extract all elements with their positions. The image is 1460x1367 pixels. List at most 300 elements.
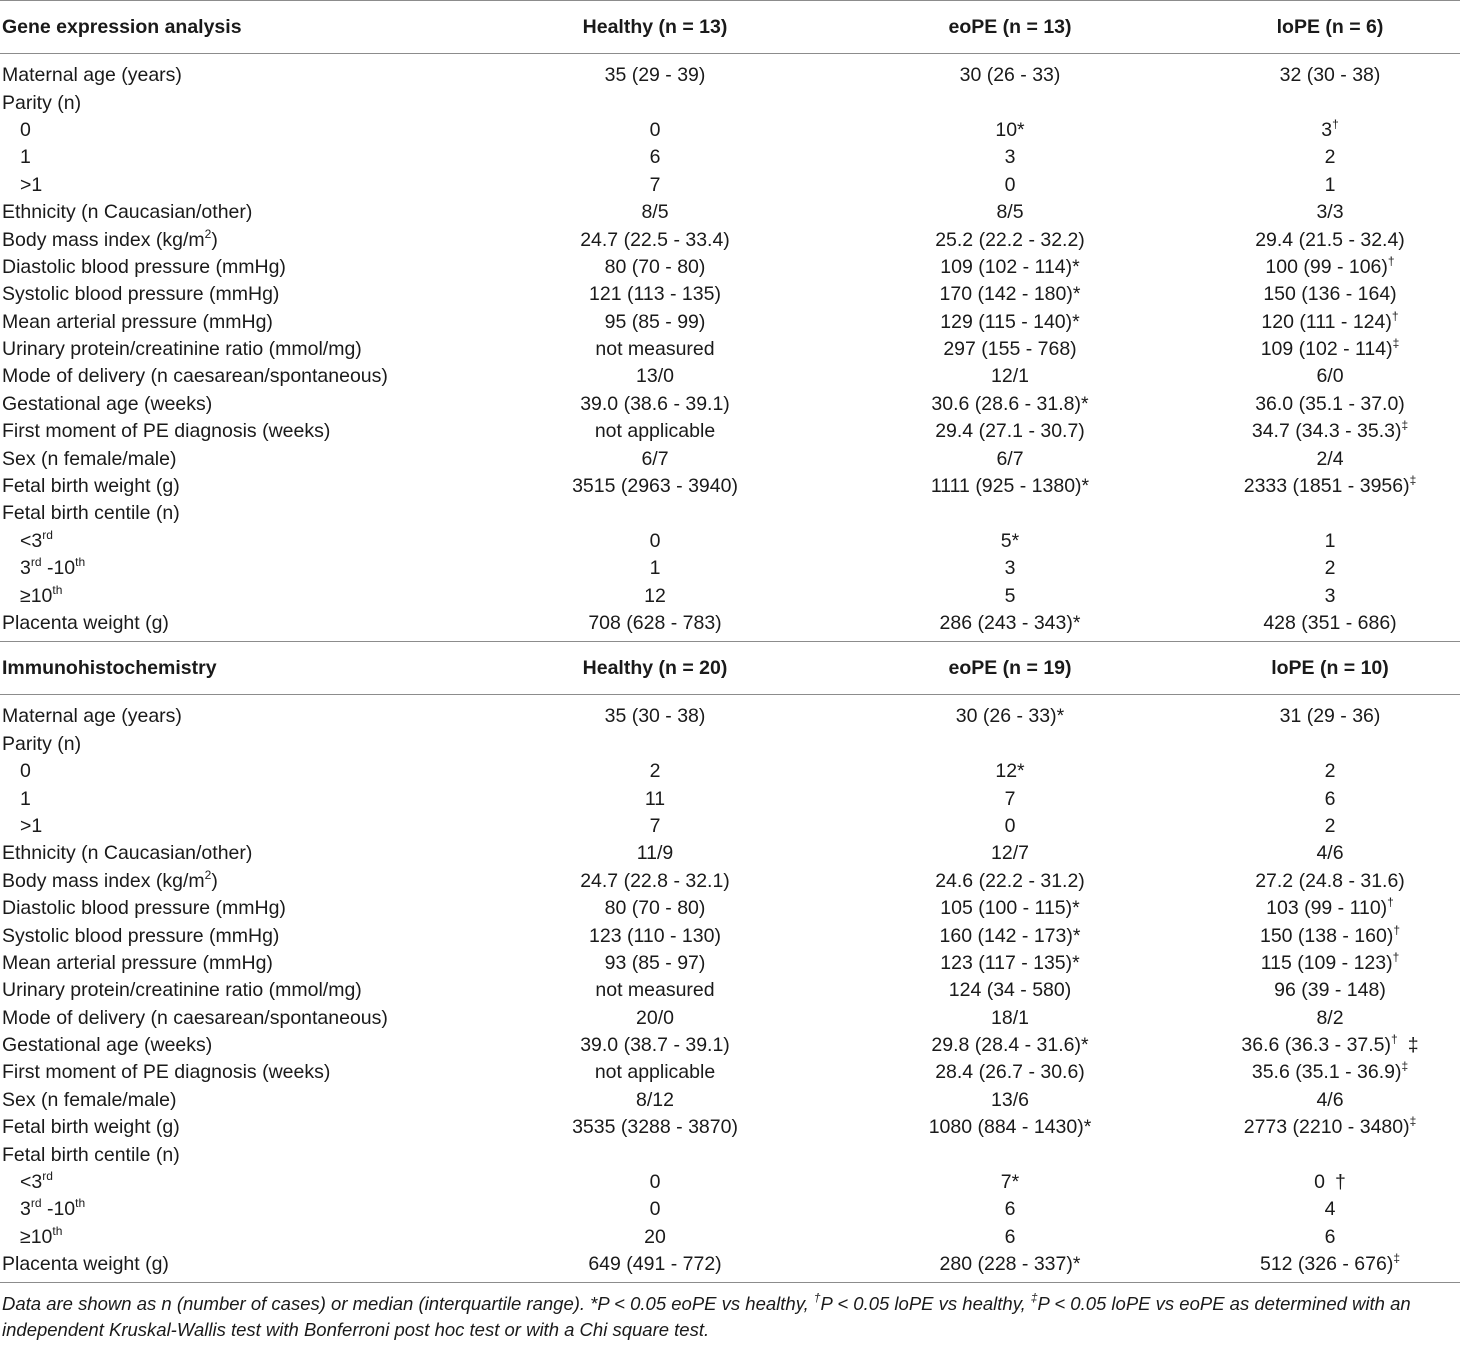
cell-value: 0 bbox=[649, 118, 661, 141]
row-label-text: ≥10 bbox=[20, 1225, 53, 1248]
cell-value: 28.4 (26.7 - 30.6) bbox=[935, 1061, 1085, 1084]
eope-value bbox=[840, 1169, 1180, 1196]
table-row bbox=[0, 528, 1460, 555]
cell-value: not applicable bbox=[594, 420, 716, 443]
immunohistochemistry-section bbox=[0, 642, 1460, 1283]
eope-value bbox=[840, 1087, 1180, 1114]
cell-value: 1 bbox=[649, 557, 661, 580]
row-label bbox=[0, 117, 470, 144]
cell-value: 3 bbox=[1004, 557, 1016, 580]
spacer-row bbox=[0, 695, 1460, 704]
cell-value: not measured bbox=[595, 338, 715, 361]
cell-value: 3 bbox=[1324, 584, 1336, 607]
row-label bbox=[0, 363, 470, 390]
cell-value: 20 bbox=[644, 1225, 666, 1248]
table-row bbox=[0, 1141, 1460, 1168]
cell-value: 11 bbox=[644, 787, 666, 810]
cell-value: 12* bbox=[995, 760, 1025, 783]
spacer-cell bbox=[1180, 695, 1460, 704]
eope-value bbox=[840, 868, 1180, 895]
row-label bbox=[0, 977, 470, 1004]
table-row bbox=[0, 1224, 1460, 1251]
lope-value bbox=[1180, 309, 1460, 336]
lope-value bbox=[1180, 117, 1460, 144]
table-row bbox=[0, 813, 1460, 840]
eope-value bbox=[840, 840, 1180, 867]
row-label-text: Fetal birth centile (n) bbox=[2, 502, 180, 525]
table-row bbox=[0, 336, 1460, 363]
healthy-value bbox=[470, 391, 840, 418]
row-label bbox=[0, 922, 470, 949]
eope-value bbox=[840, 758, 1180, 785]
row-label bbox=[0, 1032, 470, 1059]
row-label bbox=[0, 785, 470, 812]
table-row bbox=[0, 895, 1460, 922]
cell-value: 25.2 (22.2 - 32.2) bbox=[935, 228, 1085, 251]
lope-value bbox=[1180, 226, 1460, 253]
cell-value: 24.7 (22.5 - 33.4) bbox=[580, 228, 730, 251]
cell-value: 6/7 bbox=[996, 447, 1024, 470]
lope-value bbox=[1180, 582, 1460, 609]
spacer-cell bbox=[470, 54, 840, 63]
row-label-text: Placenta weight (g) bbox=[2, 1253, 169, 1276]
cell-value: 35 (29 - 39) bbox=[604, 64, 706, 87]
eope-value bbox=[840, 391, 1180, 418]
eope-value bbox=[840, 62, 1180, 89]
row-label bbox=[0, 254, 470, 281]
cell-value: 6 bbox=[649, 146, 661, 169]
lope-value bbox=[1180, 528, 1460, 555]
healthy-value bbox=[470, 309, 840, 336]
footnote-double-dagger: ‡ bbox=[1030, 1291, 1038, 1306]
row-label-text: Diastolic blood pressure (mmHg) bbox=[2, 255, 286, 278]
table-row bbox=[0, 473, 1460, 500]
row-label bbox=[0, 555, 470, 582]
cell-value: 3535 (3288 - 3870) bbox=[572, 1116, 738, 1139]
cell-value: 20/0 bbox=[636, 1006, 674, 1029]
row-label bbox=[0, 418, 470, 445]
row-label-text: ) bbox=[211, 869, 218, 892]
row-label bbox=[0, 500, 470, 527]
eope-value bbox=[840, 1224, 1180, 1251]
cell-value: 129 (115 - 140)* bbox=[940, 310, 1080, 333]
row-label-text: -10 bbox=[41, 1198, 76, 1221]
section-header-row bbox=[0, 642, 1460, 695]
cell-value: 12/7 bbox=[991, 842, 1029, 865]
cell-value: 649 (491 - 772) bbox=[588, 1253, 722, 1276]
cell-value: 80 (70 - 80) bbox=[604, 897, 706, 920]
cell-value: 18/1 bbox=[991, 1006, 1029, 1029]
healthy-value bbox=[470, 922, 840, 949]
eope-value bbox=[840, 1196, 1180, 1223]
eope-value bbox=[840, 172, 1180, 199]
row-label-text: Body mass index (kg/m bbox=[2, 228, 205, 251]
cell-value: 11/9 bbox=[636, 842, 674, 865]
row-label-text: 1 bbox=[20, 787, 31, 810]
lope-value bbox=[1180, 555, 1460, 582]
row-label bbox=[0, 1251, 470, 1283]
row-label bbox=[0, 281, 470, 308]
cell-value: 3/3 bbox=[1316, 201, 1344, 224]
row-label bbox=[0, 528, 470, 555]
cell-value: 12 bbox=[644, 584, 666, 607]
eope-value bbox=[840, 281, 1180, 308]
lope-value bbox=[1180, 1141, 1460, 1168]
lope-value bbox=[1180, 391, 1460, 418]
eope-value bbox=[840, 363, 1180, 390]
cell-value: 80 (70 - 80) bbox=[604, 255, 706, 278]
healthy-value bbox=[470, 785, 840, 812]
healthy-value bbox=[470, 582, 840, 609]
cell-value: 2773 (2210 - 3480) bbox=[1243, 1116, 1410, 1139]
eope-value bbox=[840, 555, 1180, 582]
row-label-text: Sex (n female/male) bbox=[2, 1088, 177, 1111]
row-label bbox=[0, 1196, 470, 1223]
row-label bbox=[0, 703, 470, 730]
cell-value: 121 (113 - 135) bbox=[589, 283, 721, 306]
healthy-value bbox=[470, 1059, 840, 1086]
significance-mark: † bbox=[1335, 1171, 1346, 1194]
lope-value bbox=[1180, 977, 1460, 1004]
eope-value bbox=[840, 813, 1180, 840]
lope-value bbox=[1180, 840, 1460, 867]
row-label bbox=[0, 172, 470, 199]
row-label bbox=[0, 813, 470, 840]
eope-value bbox=[840, 1005, 1180, 1032]
lope-value bbox=[1180, 418, 1460, 445]
table-row bbox=[0, 1087, 1460, 1114]
table-row bbox=[0, 445, 1460, 472]
cell-value: 0 bbox=[649, 529, 661, 552]
healthy-value bbox=[470, 473, 840, 500]
row-label-text: Mode of delivery (n caesarean/spontaneous) bbox=[2, 365, 388, 388]
cell-value: 2/4 bbox=[1316, 447, 1344, 470]
cell-value: 0 bbox=[1004, 814, 1016, 837]
cell-value: 8/2 bbox=[1316, 1006, 1344, 1029]
lope-value bbox=[1180, 1251, 1460, 1283]
cell-value: 24.6 (22.2 - 31.2) bbox=[935, 869, 1085, 892]
cell-value: 170 (142 - 180)* bbox=[939, 283, 1081, 306]
table-row bbox=[0, 418, 1460, 445]
significance-mark: † bbox=[1387, 895, 1394, 910]
cell-value: 29.8 (28.4 - 31.6)* bbox=[931, 1034, 1089, 1057]
row-label-text: 1 bbox=[20, 146, 31, 169]
row-label bbox=[0, 1005, 470, 1032]
table-row bbox=[0, 144, 1460, 171]
eope-value bbox=[840, 610, 1180, 642]
cell-value: 27.2 (24.8 - 31.6) bbox=[1255, 869, 1405, 892]
table-row bbox=[0, 62, 1460, 89]
healthy-value bbox=[470, 445, 840, 472]
row-label-sup: 2 bbox=[204, 226, 212, 241]
row-label-text: Urinary protein/creatinine ratio (mmol/mg) bbox=[2, 338, 362, 361]
healthy-value bbox=[470, 199, 840, 226]
lope-value bbox=[1180, 1032, 1460, 1059]
cell-value: 428 (351 - 686) bbox=[1263, 612, 1397, 634]
row-label bbox=[0, 1087, 470, 1114]
row-label bbox=[0, 336, 470, 363]
cell-value: 39.0 (38.6 - 39.1) bbox=[580, 392, 730, 415]
significance-mark: † bbox=[1391, 308, 1399, 323]
table-row bbox=[0, 309, 1460, 336]
row-label-text: Mean arterial pressure (mmHg) bbox=[2, 951, 273, 974]
cell-value: 512 (326 - 676) bbox=[1259, 1253, 1394, 1276]
healthy-value bbox=[470, 281, 840, 308]
eope-value bbox=[840, 785, 1180, 812]
row-label-text: Placenta weight (g) bbox=[2, 612, 169, 634]
row-label-text: -10 bbox=[41, 557, 76, 580]
cell-value: 36.6 (36.3 - 37.5) bbox=[1241, 1034, 1392, 1057]
cell-value: 115 (109 - 123) bbox=[1260, 951, 1393, 974]
table-row bbox=[0, 1251, 1460, 1283]
cell-value: 8/5 bbox=[641, 201, 669, 224]
row-label-text: Urinary protein/creatinine ratio (mmol/mg) bbox=[2, 979, 362, 1002]
healthy-value bbox=[470, 840, 840, 867]
section-title: Gene expression analysis bbox=[0, 1, 470, 54]
row-label bbox=[0, 1141, 470, 1168]
row-label-text: Fetal birth centile (n) bbox=[2, 1143, 180, 1166]
table-row bbox=[0, 1059, 1460, 1086]
lope-value bbox=[1180, 813, 1460, 840]
eope-value bbox=[840, 445, 1180, 472]
cell-value: 4/6 bbox=[1316, 1088, 1344, 1111]
eope-value bbox=[840, 473, 1180, 500]
healthy-value bbox=[470, 1196, 840, 1223]
row-label-text: 3 bbox=[20, 557, 31, 580]
row-label-text: ≥10 bbox=[20, 584, 53, 607]
cell-value: 123 (110 - 130) bbox=[589, 924, 721, 947]
healthy-value bbox=[470, 1005, 840, 1032]
row-label bbox=[0, 1059, 470, 1086]
significance-mark: † bbox=[1392, 949, 1400, 964]
eope-value bbox=[840, 1032, 1180, 1059]
significance-mark: † bbox=[1393, 922, 1401, 937]
cell-value: 160 (142 - 173)* bbox=[939, 924, 1081, 947]
row-label-text: Mode of delivery (n caesarean/spontaneous) bbox=[2, 1006, 388, 1029]
row-label bbox=[0, 445, 470, 472]
cell-value: 7 bbox=[649, 814, 661, 837]
cell-value: 32 (30 - 38) bbox=[1279, 64, 1381, 87]
table-row bbox=[0, 840, 1460, 867]
eope-value bbox=[840, 500, 1180, 527]
lope-value bbox=[1180, 731, 1460, 758]
spacer-row bbox=[0, 54, 1460, 63]
cell-value: 96 (39 - 148) bbox=[1274, 979, 1386, 1002]
spacer-cell bbox=[470, 695, 840, 704]
cell-value: 0 bbox=[649, 1198, 661, 1221]
healthy-value bbox=[470, 172, 840, 199]
table-row bbox=[0, 254, 1460, 281]
table-row bbox=[0, 500, 1460, 527]
cell-value: 150 (138 - 160) bbox=[1259, 924, 1394, 947]
row-label-sup: rd bbox=[30, 555, 42, 570]
eope-value bbox=[840, 226, 1180, 253]
healthy-value bbox=[470, 813, 840, 840]
eope-value bbox=[840, 1114, 1180, 1141]
cell-value: 103 (99 - 110) bbox=[1266, 897, 1388, 920]
row-label-sup: rd bbox=[42, 527, 53, 542]
cell-value: 30 (26 - 33) bbox=[959, 64, 1061, 87]
cell-value: 280 (228 - 337)* bbox=[939, 1253, 1081, 1276]
cell-value: 3 bbox=[1004, 146, 1016, 169]
table-row bbox=[0, 922, 1460, 949]
table-row bbox=[0, 582, 1460, 609]
healthy-value bbox=[470, 144, 840, 171]
row-label-text: Maternal age (years) bbox=[2, 64, 182, 87]
row-label-sup: th bbox=[75, 1196, 86, 1211]
cell-value: 7* bbox=[1000, 1171, 1020, 1194]
table-row bbox=[0, 610, 1460, 642]
row-label-text: First moment of PE diagnosis (weeks) bbox=[2, 1061, 331, 1084]
cell-value: 39.0 (38.7 - 39.1) bbox=[580, 1034, 730, 1057]
table-row bbox=[0, 555, 1460, 582]
table-row bbox=[0, 391, 1460, 418]
cell-value: 2 bbox=[1324, 814, 1336, 837]
table-row bbox=[0, 703, 1460, 730]
row-label bbox=[0, 309, 470, 336]
row-label bbox=[0, 1114, 470, 1141]
row-label-text: Sex (n female/male) bbox=[2, 447, 177, 470]
cell-value: 6 bbox=[1004, 1225, 1016, 1248]
row-label-text: >1 bbox=[20, 173, 43, 196]
healthy-value bbox=[470, 1251, 840, 1283]
row-label bbox=[0, 758, 470, 785]
cell-value: 297 (155 - 768) bbox=[943, 338, 1077, 361]
cell-value: 6 bbox=[1004, 1198, 1016, 1221]
lope-value bbox=[1180, 1087, 1460, 1114]
cell-value: 286 (243 - 343)* bbox=[939, 612, 1081, 634]
row-label bbox=[0, 473, 470, 500]
table-row bbox=[0, 977, 1460, 1004]
eope-value bbox=[840, 731, 1180, 758]
row-label-text: Mean arterial pressure (mmHg) bbox=[2, 310, 273, 333]
lope-value bbox=[1180, 610, 1460, 642]
cell-value: 150 (136 - 164) bbox=[1263, 283, 1397, 306]
lope-value bbox=[1180, 62, 1460, 89]
cell-value: 4 bbox=[1324, 1198, 1336, 1221]
row-label-text: Ethnicity (n Caucasian/other) bbox=[2, 201, 253, 224]
table-row bbox=[0, 1005, 1460, 1032]
table-row bbox=[0, 758, 1460, 785]
cell-value: 6/7 bbox=[641, 447, 669, 470]
footnote-text: < 0.05 loPE vs eoPE as determined with an independent Kruskal-Wallis test with Bonferroni post hoc test or with a Chi square test. bbox=[2, 1293, 1411, 1341]
footnote-text: < 0.05 loPE vs healthy, bbox=[832, 1293, 1031, 1315]
row-label-sup: th bbox=[75, 555, 86, 570]
table-row bbox=[0, 226, 1460, 253]
cell-value: 0 bbox=[1004, 173, 1016, 196]
row-label-text: Diastolic blood pressure (mmHg) bbox=[2, 897, 286, 920]
cell-value: 6 bbox=[1324, 787, 1336, 810]
table-row bbox=[0, 868, 1460, 895]
footnote-text: < 0.05 eoPE vs healthy, bbox=[609, 1293, 814, 1315]
eope-value bbox=[840, 977, 1180, 1004]
row-label-text: Maternal age (years) bbox=[2, 705, 182, 728]
row-label-text: 0 bbox=[20, 118, 31, 141]
cell-value: 8/12 bbox=[636, 1088, 674, 1111]
lope-value bbox=[1180, 363, 1460, 390]
eope-value bbox=[840, 336, 1180, 363]
significance-mark: ‡ bbox=[1401, 418, 1409, 433]
eope-value bbox=[840, 89, 1180, 116]
cell-value: 1080 (884 - 1430)* bbox=[928, 1116, 1092, 1139]
lope-value bbox=[1180, 785, 1460, 812]
cell-value: 7 bbox=[1004, 787, 1016, 810]
cell-value: 3515 (2963 - 3940) bbox=[572, 475, 738, 498]
healthy-value bbox=[470, 895, 840, 922]
row-label-text: <3 bbox=[20, 1171, 43, 1194]
healthy-value bbox=[470, 528, 840, 555]
cell-value: 30.6 (28.6 - 31.8)* bbox=[931, 392, 1089, 415]
column-header-lope: loPE (n = 10) bbox=[1180, 642, 1460, 695]
cell-value: 13/0 bbox=[636, 365, 674, 388]
lope-value bbox=[1180, 199, 1460, 226]
row-label-text: Ethnicity (n Caucasian/other) bbox=[2, 842, 253, 865]
eope-value bbox=[840, 1251, 1180, 1283]
significance-mark: † bbox=[1387, 253, 1395, 268]
spacer-cell bbox=[0, 54, 470, 63]
healthy-value bbox=[470, 117, 840, 144]
cell-value: 123 (117 - 135)* bbox=[940, 951, 1080, 974]
healthy-value bbox=[470, 500, 840, 527]
cell-value: 109 (102 - 114)* bbox=[940, 255, 1080, 278]
cell-value: 35 (30 - 38) bbox=[604, 705, 706, 728]
table-row bbox=[0, 1196, 1460, 1223]
column-header-eope: eoPE (n = 13) bbox=[840, 1, 1180, 54]
footnote-text: Data are shown as n (number of cases) or median (interquartile range). * bbox=[2, 1293, 598, 1315]
column-header-healthy: Healthy (n = 20) bbox=[470, 642, 840, 695]
healthy-value bbox=[470, 731, 840, 758]
cell-value: 5 bbox=[1004, 584, 1016, 607]
row-label-text: Fetal birth weight (g) bbox=[2, 475, 180, 498]
column-header-healthy: Healthy (n = 13) bbox=[470, 1, 840, 54]
lope-value bbox=[1180, 1196, 1460, 1223]
cell-value: 29.4 (21.5 - 32.4) bbox=[1255, 228, 1405, 251]
cell-value: 31 (29 - 36) bbox=[1279, 705, 1381, 728]
cell-value: 0 bbox=[1314, 1171, 1325, 1194]
column-header-eope: eoPE (n = 19) bbox=[840, 642, 1180, 695]
significance-mark: † bbox=[1332, 116, 1339, 131]
eope-value bbox=[840, 528, 1180, 555]
lope-value bbox=[1180, 500, 1460, 527]
cell-value: 95 (85 - 99) bbox=[604, 310, 706, 333]
healthy-value bbox=[470, 555, 840, 582]
healthy-value bbox=[470, 89, 840, 116]
lope-value bbox=[1180, 895, 1460, 922]
cell-value: 36.0 (35.1 - 37.0) bbox=[1255, 392, 1405, 415]
row-label-text: First moment of PE diagnosis (weeks) bbox=[2, 420, 331, 443]
footnote-p: P bbox=[820, 1293, 833, 1315]
cell-value: 8/5 bbox=[996, 201, 1024, 224]
table-footnote bbox=[0, 1283, 1460, 1343]
healthy-value bbox=[470, 1114, 840, 1141]
row-label-text: Body mass index (kg/m bbox=[2, 869, 205, 892]
eope-value bbox=[840, 1059, 1180, 1086]
cell-value: 100 (99 - 106) bbox=[1265, 255, 1388, 278]
row-label bbox=[0, 144, 470, 171]
row-label bbox=[0, 731, 470, 758]
cell-value: 12/1 bbox=[991, 365, 1029, 388]
healthy-value bbox=[470, 336, 840, 363]
significance-mark: ‡ bbox=[1393, 1251, 1401, 1266]
significance-mark: ‡ bbox=[1409, 1114, 1417, 1129]
lope-value bbox=[1180, 473, 1460, 500]
table-row bbox=[0, 1032, 1460, 1059]
healthy-value bbox=[470, 1087, 840, 1114]
healthy-value bbox=[470, 1032, 840, 1059]
cell-value: 2333 (1851 - 3956) bbox=[1243, 475, 1410, 498]
eope-value bbox=[840, 254, 1180, 281]
table-row bbox=[0, 199, 1460, 226]
